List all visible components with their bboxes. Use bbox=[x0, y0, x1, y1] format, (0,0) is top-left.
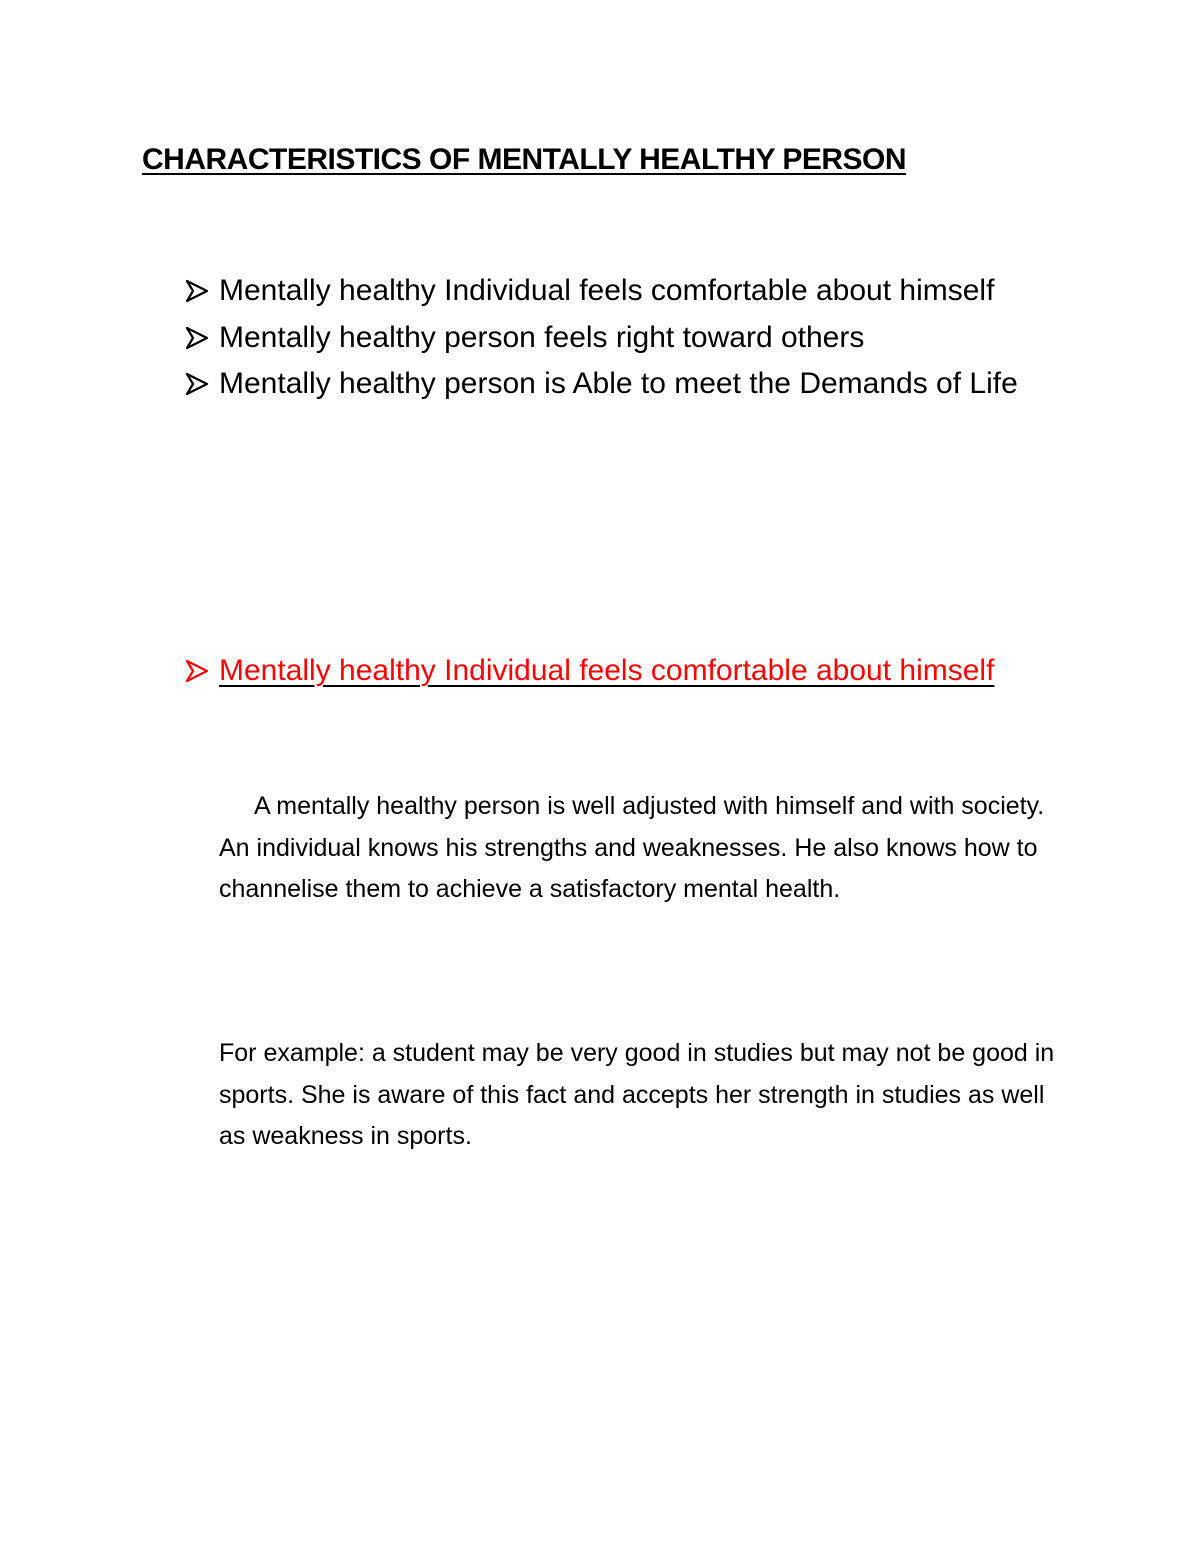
section-heading bbox=[184, 648, 1064, 695]
characteristics-list bbox=[184, 268, 1064, 408]
list-item bbox=[184, 361, 1064, 408]
arrow-bullet-icon bbox=[184, 325, 210, 351]
list-item-text: Mentally healthy person is Able to meet the Demands of Life bbox=[219, 367, 1018, 400]
arrow-bullet-icon bbox=[184, 371, 210, 397]
list-item bbox=[184, 315, 1064, 362]
arrow-bullet-icon bbox=[184, 278, 210, 304]
list-item-text: Mentally healthy Individual feels comfortable about himself bbox=[219, 274, 995, 307]
paragraph-example: For example: a student may be very good in studies but may not be good in sports. She is aware of this fact and accepts her strength in studies as well as weakness in sports. bbox=[219, 1039, 1055, 1150]
paragraph-explanation: A mentally healthy person is well adjusted with himself and with society. An individual knows his strengths and weaknesses. He also knows how to channelise them to achieve a satisfactory mental health. bbox=[219, 792, 1045, 903]
page-title: CHARACTERISTICS OF MENTALLY HEALTHY PERSON bbox=[142, 143, 907, 176]
list-item bbox=[184, 268, 1064, 315]
arrow-bullet-icon bbox=[184, 658, 210, 684]
section-heading-text: Mentally healthy Individual feels comfortable about himself bbox=[219, 654, 995, 687]
list-item-text: Mentally healthy person feels right toward others bbox=[219, 320, 865, 354]
